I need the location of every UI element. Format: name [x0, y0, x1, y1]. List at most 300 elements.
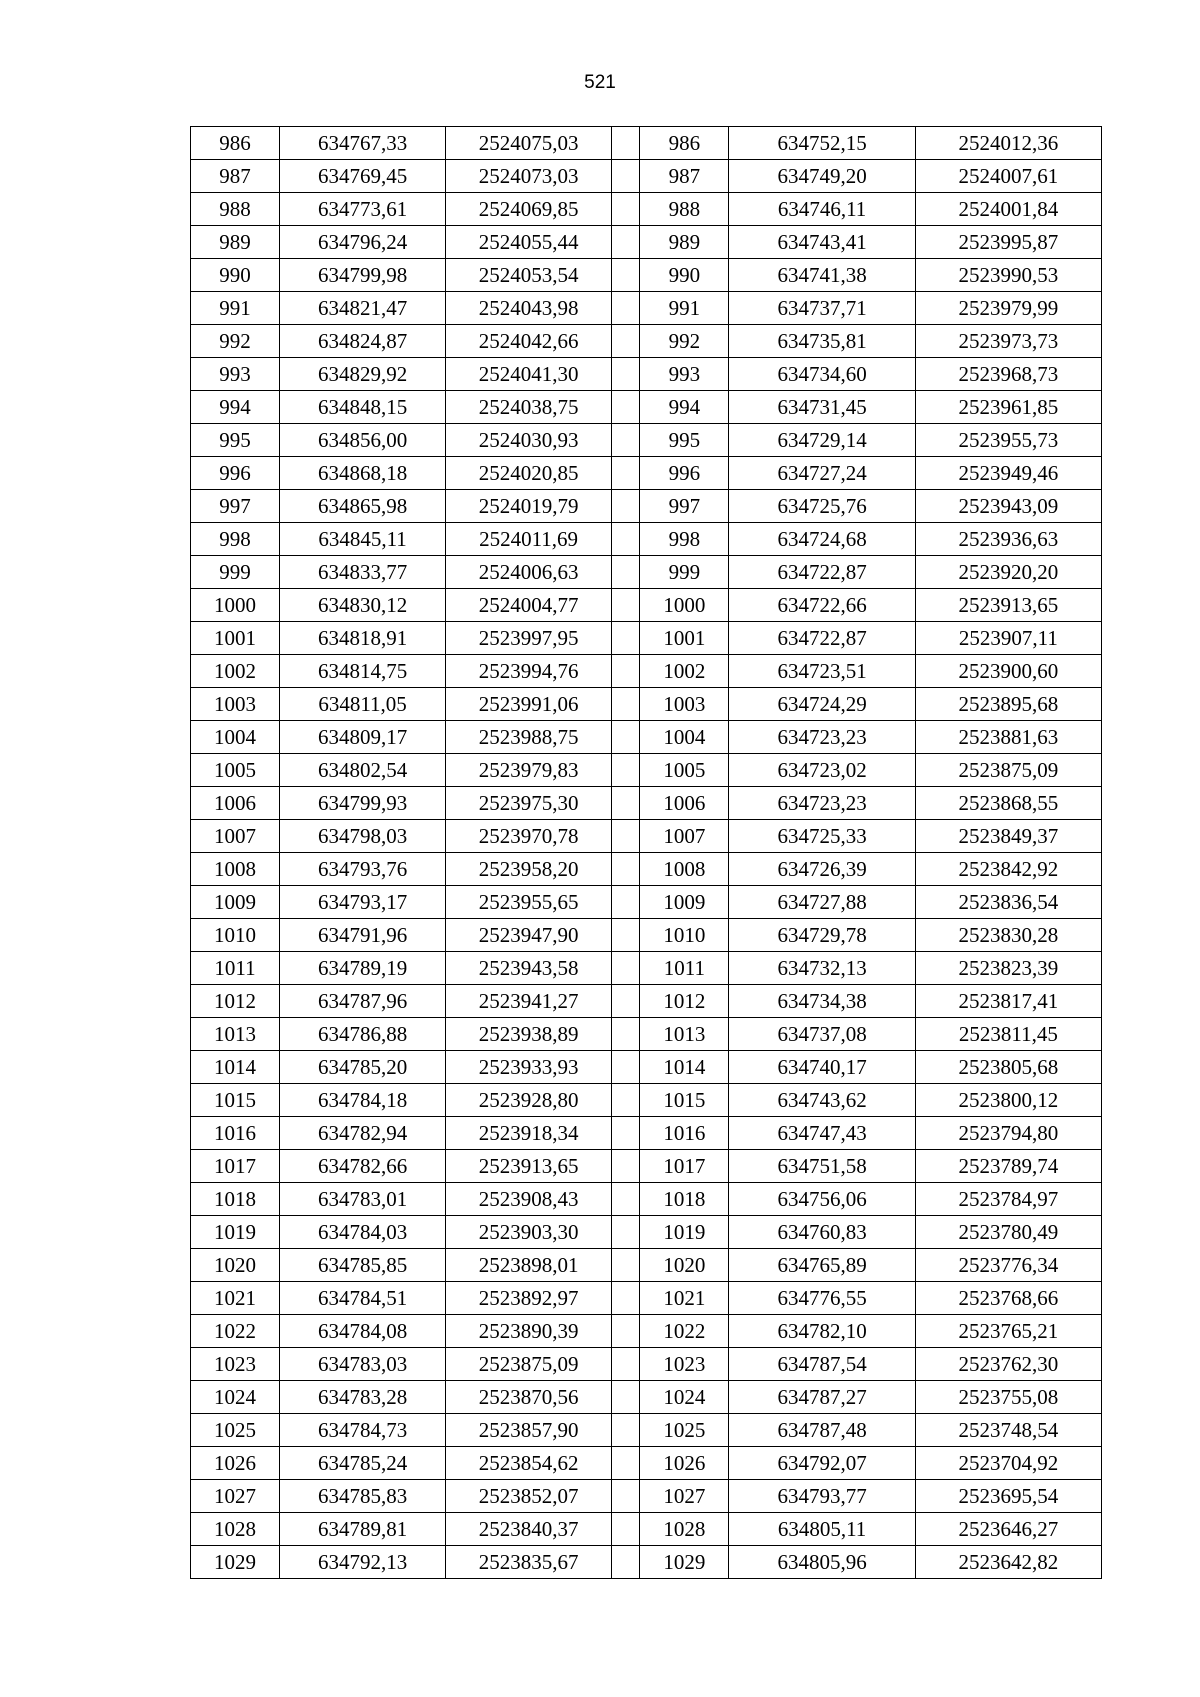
point-number-cell: 997 — [640, 490, 729, 523]
spacer-cell — [612, 1447, 640, 1480]
x-coordinate-cell: 634741,38 — [729, 259, 915, 292]
x-coordinate-cell: 634734,60 — [729, 358, 915, 391]
x-coordinate-cell: 634792,13 — [280, 1546, 446, 1579]
x-coordinate-cell: 634856,00 — [280, 424, 446, 457]
x-coordinate-cell: 634789,81 — [280, 1513, 446, 1546]
y-coordinate-cell: 2523941,27 — [446, 985, 612, 1018]
x-coordinate-cell: 634802,54 — [280, 754, 446, 787]
y-coordinate-cell: 2523830,28 — [915, 919, 1101, 952]
y-coordinate-cell: 2523890,39 — [446, 1315, 612, 1348]
point-number-cell: 1003 — [640, 688, 729, 721]
y-coordinate-cell: 2523823,39 — [915, 952, 1101, 985]
y-coordinate-cell: 2524004,77 — [446, 589, 612, 622]
point-number-cell: 1003 — [191, 688, 280, 721]
table-row — [191, 919, 1102, 952]
point-number-cell: 1021 — [191, 1282, 280, 1315]
table-row — [191, 721, 1102, 754]
point-number-cell: 1025 — [640, 1414, 729, 1447]
y-coordinate-cell: 2523704,92 — [915, 1447, 1101, 1480]
y-coordinate-cell: 2523805,68 — [915, 1051, 1101, 1084]
y-coordinate-cell: 2524075,03 — [446, 127, 612, 160]
spacer-cell — [612, 1282, 640, 1315]
point-number-cell: 991 — [640, 292, 729, 325]
x-coordinate-cell: 634784,08 — [280, 1315, 446, 1348]
point-number-cell: 1009 — [640, 886, 729, 919]
y-coordinate-cell: 2523895,68 — [915, 688, 1101, 721]
point-number-cell: 1002 — [640, 655, 729, 688]
table-row — [191, 127, 1102, 160]
point-number-cell: 1018 — [640, 1183, 729, 1216]
point-number-cell: 1024 — [640, 1381, 729, 1414]
point-number-cell: 994 — [191, 391, 280, 424]
y-coordinate-cell: 2523642,82 — [915, 1546, 1101, 1579]
spacer-cell — [612, 127, 640, 160]
point-number-cell: 1014 — [640, 1051, 729, 1084]
x-coordinate-cell: 634787,27 — [729, 1381, 915, 1414]
table-row — [191, 1447, 1102, 1480]
y-coordinate-cell: 2524069,85 — [446, 193, 612, 226]
y-coordinate-cell: 2523907,11 — [915, 622, 1101, 655]
y-coordinate-cell: 2523854,62 — [446, 1447, 612, 1480]
y-coordinate-cell: 2523943,58 — [446, 952, 612, 985]
table-row — [191, 1018, 1102, 1051]
x-coordinate-cell: 634765,89 — [729, 1249, 915, 1282]
point-number-cell: 1012 — [640, 985, 729, 1018]
y-coordinate-cell: 2524042,66 — [446, 325, 612, 358]
x-coordinate-cell: 634805,96 — [729, 1546, 915, 1579]
x-coordinate-cell: 634723,51 — [729, 655, 915, 688]
spacer-cell — [612, 325, 640, 358]
x-coordinate-cell: 634782,10 — [729, 1315, 915, 1348]
table-row — [191, 787, 1102, 820]
table-row — [191, 523, 1102, 556]
y-coordinate-cell: 2523928,80 — [446, 1084, 612, 1117]
table-row — [191, 490, 1102, 523]
x-coordinate-cell: 634782,66 — [280, 1150, 446, 1183]
point-number-cell: 989 — [640, 226, 729, 259]
x-coordinate-cell: 634848,15 — [280, 391, 446, 424]
point-number-cell: 1015 — [640, 1084, 729, 1117]
x-coordinate-cell: 634829,92 — [280, 358, 446, 391]
point-number-cell: 992 — [640, 325, 729, 358]
point-number-cell: 1020 — [640, 1249, 729, 1282]
x-coordinate-cell: 634784,73 — [280, 1414, 446, 1447]
x-coordinate-cell: 634793,17 — [280, 886, 446, 919]
x-coordinate-cell: 634723,02 — [729, 754, 915, 787]
x-coordinate-cell: 634726,39 — [729, 853, 915, 886]
y-coordinate-cell: 2523780,49 — [915, 1216, 1101, 1249]
y-coordinate-cell: 2523903,30 — [446, 1216, 612, 1249]
point-number-cell: 993 — [640, 358, 729, 391]
table-row — [191, 424, 1102, 457]
spacer-cell — [612, 259, 640, 292]
table-row — [191, 754, 1102, 787]
spacer-cell — [612, 1051, 640, 1084]
x-coordinate-cell: 634787,54 — [729, 1348, 915, 1381]
y-coordinate-cell: 2523836,54 — [915, 886, 1101, 919]
x-coordinate-cell: 634769,45 — [280, 160, 446, 193]
spacer-cell — [612, 886, 640, 919]
x-coordinate-cell: 634737,71 — [729, 292, 915, 325]
x-coordinate-cell: 634783,28 — [280, 1381, 446, 1414]
table-row — [191, 325, 1102, 358]
point-number-cell: 1007 — [640, 820, 729, 853]
y-coordinate-cell: 2523840,37 — [446, 1513, 612, 1546]
table-row — [191, 457, 1102, 490]
point-number-cell: 1023 — [640, 1348, 729, 1381]
point-number-cell: 999 — [191, 556, 280, 589]
point-number-cell: 1005 — [640, 754, 729, 787]
table-body — [191, 127, 1102, 1579]
x-coordinate-cell: 634725,76 — [729, 490, 915, 523]
x-coordinate-cell: 634785,85 — [280, 1249, 446, 1282]
point-number-cell: 989 — [191, 226, 280, 259]
spacer-cell — [612, 721, 640, 754]
y-coordinate-cell: 2523990,53 — [915, 259, 1101, 292]
table-row — [191, 1480, 1102, 1513]
y-coordinate-cell: 2524073,03 — [446, 160, 612, 193]
y-coordinate-cell: 2523913,65 — [915, 589, 1101, 622]
point-number-cell: 1016 — [191, 1117, 280, 1150]
y-coordinate-cell: 2524030,93 — [446, 424, 612, 457]
table-row — [191, 952, 1102, 985]
spacer-cell — [612, 1546, 640, 1579]
x-coordinate-cell: 634799,98 — [280, 259, 446, 292]
point-number-cell: 1013 — [191, 1018, 280, 1051]
point-number-cell: 998 — [640, 523, 729, 556]
y-coordinate-cell: 2523920,20 — [915, 556, 1101, 589]
point-number-cell: 1026 — [191, 1447, 280, 1480]
point-number-cell: 988 — [191, 193, 280, 226]
table-row — [191, 358, 1102, 391]
x-coordinate-cell: 634724,68 — [729, 523, 915, 556]
y-coordinate-cell: 2523842,92 — [915, 853, 1101, 886]
x-coordinate-cell: 634791,96 — [280, 919, 446, 952]
x-coordinate-cell: 634734,38 — [729, 985, 915, 1018]
x-coordinate-cell: 634793,77 — [729, 1480, 915, 1513]
y-coordinate-cell: 2523961,85 — [915, 391, 1101, 424]
spacer-cell — [612, 160, 640, 193]
table-row — [191, 1216, 1102, 1249]
spacer-cell — [612, 919, 640, 952]
spacer-cell — [612, 589, 640, 622]
spacer-cell — [612, 754, 640, 787]
spacer-cell — [612, 358, 640, 391]
y-coordinate-cell: 2523817,41 — [915, 985, 1101, 1018]
x-coordinate-cell: 634773,61 — [280, 193, 446, 226]
table-row — [191, 1117, 1102, 1150]
x-coordinate-cell: 634743,41 — [729, 226, 915, 259]
point-number-cell: 996 — [191, 457, 280, 490]
spacer-cell — [612, 787, 640, 820]
point-number-cell: 1015 — [191, 1084, 280, 1117]
y-coordinate-cell: 2524007,61 — [915, 160, 1101, 193]
point-number-cell: 1028 — [640, 1513, 729, 1546]
point-number-cell: 1022 — [640, 1315, 729, 1348]
spacer-cell — [612, 391, 640, 424]
spacer-cell — [612, 193, 640, 226]
y-coordinate-cell: 2523991,06 — [446, 688, 612, 721]
y-coordinate-cell: 2523765,21 — [915, 1315, 1101, 1348]
spacer-cell — [612, 1018, 640, 1051]
spacer-cell — [612, 952, 640, 985]
x-coordinate-cell: 634723,23 — [729, 721, 915, 754]
point-number-cell: 1017 — [640, 1150, 729, 1183]
x-coordinate-cell: 634740,17 — [729, 1051, 915, 1084]
x-coordinate-cell: 634792,07 — [729, 1447, 915, 1480]
x-coordinate-cell: 634796,24 — [280, 226, 446, 259]
x-coordinate-cell: 634783,03 — [280, 1348, 446, 1381]
y-coordinate-cell: 2523875,09 — [915, 754, 1101, 787]
point-number-cell: 988 — [640, 193, 729, 226]
point-number-cell: 995 — [191, 424, 280, 457]
table-row — [191, 589, 1102, 622]
y-coordinate-cell: 2523898,01 — [446, 1249, 612, 1282]
point-number-cell: 995 — [640, 424, 729, 457]
y-coordinate-cell: 2523762,30 — [915, 1348, 1101, 1381]
spacer-cell — [612, 985, 640, 1018]
x-coordinate-cell: 634737,08 — [729, 1018, 915, 1051]
point-number-cell: 1010 — [191, 919, 280, 952]
y-coordinate-cell: 2523755,08 — [915, 1381, 1101, 1414]
x-coordinate-cell: 634785,20 — [280, 1051, 446, 1084]
x-coordinate-cell: 634798,03 — [280, 820, 446, 853]
point-number-cell: 990 — [640, 259, 729, 292]
y-coordinate-cell: 2523968,73 — [915, 358, 1101, 391]
table-row — [191, 1381, 1102, 1414]
x-coordinate-cell: 634751,58 — [729, 1150, 915, 1183]
table-row — [191, 1414, 1102, 1447]
x-coordinate-cell: 634727,24 — [729, 457, 915, 490]
spacer-cell — [612, 1117, 640, 1150]
y-coordinate-cell: 2523794,80 — [915, 1117, 1101, 1150]
point-number-cell: 1027 — [640, 1480, 729, 1513]
y-coordinate-cell: 2523776,34 — [915, 1249, 1101, 1282]
point-number-cell: 1011 — [640, 952, 729, 985]
point-number-cell: 1016 — [640, 1117, 729, 1150]
y-coordinate-cell: 2523849,37 — [915, 820, 1101, 853]
x-coordinate-cell: 634789,19 — [280, 952, 446, 985]
x-coordinate-cell: 634811,05 — [280, 688, 446, 721]
spacer-cell — [612, 556, 640, 589]
table-row — [191, 1084, 1102, 1117]
table-row — [191, 985, 1102, 1018]
spacer-cell — [612, 820, 640, 853]
x-coordinate-cell: 634784,03 — [280, 1216, 446, 1249]
y-coordinate-cell: 2523949,46 — [915, 457, 1101, 490]
x-coordinate-cell: 634782,94 — [280, 1117, 446, 1150]
point-number-cell: 1026 — [640, 1447, 729, 1480]
spacer-cell — [612, 1084, 640, 1117]
point-number-cell: 1000 — [640, 589, 729, 622]
y-coordinate-cell: 2524055,44 — [446, 226, 612, 259]
spacer-cell — [612, 226, 640, 259]
y-coordinate-cell: 2523973,73 — [915, 325, 1101, 358]
x-coordinate-cell: 634732,13 — [729, 952, 915, 985]
point-number-cell: 1014 — [191, 1051, 280, 1084]
point-number-cell: 994 — [640, 391, 729, 424]
y-coordinate-cell: 2524053,54 — [446, 259, 612, 292]
point-number-cell: 1021 — [640, 1282, 729, 1315]
y-coordinate-cell: 2523933,93 — [446, 1051, 612, 1084]
point-number-cell: 1029 — [640, 1546, 729, 1579]
spacer-cell — [612, 1348, 640, 1381]
y-coordinate-cell: 2523857,90 — [446, 1414, 612, 1447]
y-coordinate-cell: 2524038,75 — [446, 391, 612, 424]
x-coordinate-cell: 634830,12 — [280, 589, 446, 622]
table-row — [191, 1249, 1102, 1282]
point-number-cell: 1000 — [191, 589, 280, 622]
point-number-cell: 987 — [640, 160, 729, 193]
point-number-cell: 1025 — [191, 1414, 280, 1447]
x-coordinate-cell: 634785,24 — [280, 1447, 446, 1480]
y-coordinate-cell: 2524012,36 — [915, 127, 1101, 160]
point-number-cell: 1012 — [191, 985, 280, 1018]
y-coordinate-cell: 2523646,27 — [915, 1513, 1101, 1546]
point-number-cell: 1013 — [640, 1018, 729, 1051]
x-coordinate-cell: 634756,06 — [729, 1183, 915, 1216]
y-coordinate-cell: 2523955,73 — [915, 424, 1101, 457]
table-row — [191, 160, 1102, 193]
x-coordinate-cell: 634783,01 — [280, 1183, 446, 1216]
x-coordinate-cell: 634821,47 — [280, 292, 446, 325]
table-row — [191, 1315, 1102, 1348]
point-number-cell: 997 — [191, 490, 280, 523]
y-coordinate-cell: 2524019,79 — [446, 490, 612, 523]
spacer-cell — [612, 1480, 640, 1513]
point-number-cell: 1018 — [191, 1183, 280, 1216]
y-coordinate-cell: 2523979,99 — [915, 292, 1101, 325]
point-number-cell: 993 — [191, 358, 280, 391]
spacer-cell — [612, 457, 640, 490]
x-coordinate-cell: 634824,87 — [280, 325, 446, 358]
y-coordinate-cell: 2524001,84 — [915, 193, 1101, 226]
table-row — [191, 259, 1102, 292]
point-number-cell: 1010 — [640, 919, 729, 952]
x-coordinate-cell: 634809,17 — [280, 721, 446, 754]
table-row — [191, 193, 1102, 226]
point-number-cell: 1006 — [640, 787, 729, 820]
spacer-cell — [612, 1249, 640, 1282]
point-number-cell: 1007 — [191, 820, 280, 853]
x-coordinate-cell: 634785,83 — [280, 1480, 446, 1513]
point-number-cell: 999 — [640, 556, 729, 589]
spacer-cell — [612, 424, 640, 457]
x-coordinate-cell: 634729,14 — [729, 424, 915, 457]
y-coordinate-cell: 2523997,95 — [446, 622, 612, 655]
point-number-cell: 1004 — [191, 721, 280, 754]
x-coordinate-cell: 634722,66 — [729, 589, 915, 622]
y-coordinate-cell: 2523936,63 — [915, 523, 1101, 556]
y-coordinate-cell: 2524043,98 — [446, 292, 612, 325]
point-number-cell: 1020 — [191, 1249, 280, 1282]
y-coordinate-cell: 2523892,97 — [446, 1282, 612, 1315]
page-number: 521 — [584, 72, 616, 93]
y-coordinate-cell: 2523918,34 — [446, 1117, 612, 1150]
point-number-cell: 1008 — [191, 853, 280, 886]
spacer-cell — [612, 688, 640, 721]
x-coordinate-cell: 634776,55 — [729, 1282, 915, 1315]
x-coordinate-cell: 634723,23 — [729, 787, 915, 820]
x-coordinate-cell: 634731,45 — [729, 391, 915, 424]
y-coordinate-cell: 2523979,83 — [446, 754, 612, 787]
x-coordinate-cell: 634752,15 — [729, 127, 915, 160]
x-coordinate-cell: 634727,88 — [729, 886, 915, 919]
y-coordinate-cell: 2523970,78 — [446, 820, 612, 853]
y-coordinate-cell: 2523947,90 — [446, 919, 612, 952]
y-coordinate-cell: 2523789,74 — [915, 1150, 1101, 1183]
x-coordinate-cell: 634868,18 — [280, 457, 446, 490]
spacer-cell — [612, 655, 640, 688]
y-coordinate-cell: 2524006,63 — [446, 556, 612, 589]
x-coordinate-cell: 634725,33 — [729, 820, 915, 853]
spacer-cell — [612, 292, 640, 325]
x-coordinate-cell: 634814,75 — [280, 655, 446, 688]
x-coordinate-cell: 634818,91 — [280, 622, 446, 655]
point-number-cell: 1001 — [191, 622, 280, 655]
y-coordinate-cell: 2523870,56 — [446, 1381, 612, 1414]
table-row — [191, 853, 1102, 886]
table-row — [191, 1150, 1102, 1183]
spacer-cell — [612, 490, 640, 523]
y-coordinate-cell: 2523955,65 — [446, 886, 612, 919]
x-coordinate-cell: 634799,93 — [280, 787, 446, 820]
point-number-cell: 1029 — [191, 1546, 280, 1579]
table-row — [191, 655, 1102, 688]
point-number-cell: 1024 — [191, 1381, 280, 1414]
point-number-cell: 1011 — [191, 952, 280, 985]
y-coordinate-cell: 2523875,09 — [446, 1348, 612, 1381]
point-number-cell: 1027 — [191, 1480, 280, 1513]
point-number-cell: 992 — [191, 325, 280, 358]
spacer-cell — [612, 1513, 640, 1546]
point-number-cell: 1023 — [191, 1348, 280, 1381]
point-number-cell: 987 — [191, 160, 280, 193]
point-number-cell: 1019 — [191, 1216, 280, 1249]
table-row — [191, 1348, 1102, 1381]
x-coordinate-cell: 634845,11 — [280, 523, 446, 556]
y-coordinate-cell: 2523768,66 — [915, 1282, 1101, 1315]
y-coordinate-cell: 2523938,89 — [446, 1018, 612, 1051]
spacer-cell — [612, 853, 640, 886]
table-row — [191, 1546, 1102, 1579]
point-number-cell: 1017 — [191, 1150, 280, 1183]
y-coordinate-cell: 2523811,45 — [915, 1018, 1101, 1051]
table-row — [191, 1051, 1102, 1084]
point-number-cell: 1004 — [640, 721, 729, 754]
y-coordinate-cell: 2523800,12 — [915, 1084, 1101, 1117]
spacer-cell — [612, 1150, 640, 1183]
y-coordinate-cell: 2524011,69 — [446, 523, 612, 556]
table-row — [191, 688, 1102, 721]
spacer-cell — [612, 622, 640, 655]
table-row — [191, 622, 1102, 655]
table-row — [191, 391, 1102, 424]
y-coordinate-cell: 2523988,75 — [446, 721, 612, 754]
table-row — [191, 1183, 1102, 1216]
point-number-cell: 1006 — [191, 787, 280, 820]
x-coordinate-cell: 634786,88 — [280, 1018, 446, 1051]
y-coordinate-cell: 2523975,30 — [446, 787, 612, 820]
y-coordinate-cell: 2523881,63 — [915, 721, 1101, 754]
point-number-cell: 996 — [640, 457, 729, 490]
y-coordinate-cell: 2523868,55 — [915, 787, 1101, 820]
x-coordinate-cell: 634747,43 — [729, 1117, 915, 1150]
point-number-cell: 1001 — [640, 622, 729, 655]
x-coordinate-cell: 634793,76 — [280, 853, 446, 886]
point-number-cell: 1022 — [191, 1315, 280, 1348]
point-number-cell: 986 — [191, 127, 280, 160]
